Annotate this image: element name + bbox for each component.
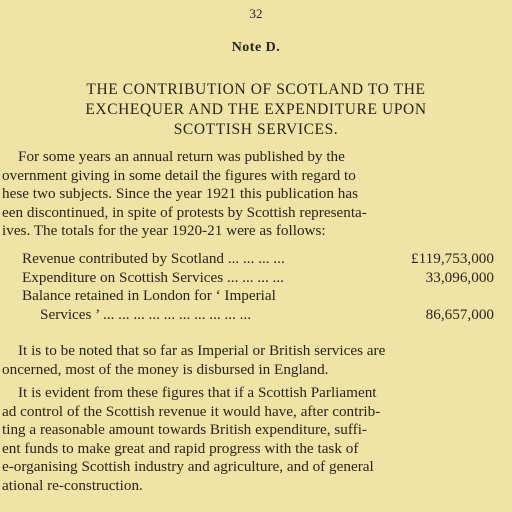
table-row [22,306,502,325]
row-label: Revenue contributed by Scotland ... ... ... ... [22,250,285,267]
title-line: THE CONTRIBUTION OF SCOTLAND TO THE [86,81,426,98]
text-line: overnment giving in some detail the figures with regard to [2,166,356,184]
text-line: For some years an annual return was published by the [18,148,345,165]
text-line: ives. The totals for the year 1920-21 were as follows: [2,222,326,239]
paragraph-intro [0,148,512,241]
row-label: Services ’ ... ... ... ... ... ... ... ... ... ... [40,305,252,323]
title-line: SCOTTISH SERVICES. [173,121,339,138]
table-row [22,287,502,306]
title-line: EXCHEQUER AND THE EXPENDITURE UPON [85,101,427,118]
note-heading: Note D. [231,40,281,55]
table-row [22,269,502,288]
text-line: ad control of the Scottish revenue it would have, after contrib- [2,402,381,420]
text-line: e-organising Scottish industry and agriculture, and of general [2,458,374,475]
text-line: ent funds to make great and rapid progress with the task of [2,439,359,457]
row-amount: 33,096,000 [425,268,494,286]
text-line: een discontinued, in spite of protests by Scottish representa- [2,203,367,221]
text-line: It is evident from these figures that if a Scottish Parliament [18,384,377,401]
text-line: hese two subjects. Since the year 1921 this publication has [2,185,358,202]
table-row [22,250,502,269]
section-title [6,80,506,140]
text-line: ting a reasonable amount towards British expenditure, suffi- [2,421,367,438]
totals-table [22,250,502,324]
paragraph-conclusion [0,384,512,495]
row-label: Expenditure on Scottish Services ... ... ... ... [22,268,284,286]
row-amount: £119,753,000 [411,250,494,267]
page-number: 32 [249,6,263,21]
paragraph-imperial [0,342,512,379]
row-amount: 86,657,000 [425,305,494,323]
text-line: ational re-construction. [2,476,143,494]
text-line: oncerned, most of the money is disbursed in England. [2,360,329,378]
row-label: Balance retained in London for ‘ Imperial [22,287,276,304]
text-line: It is to be noted that so far as Imperial or British services are [18,342,386,359]
